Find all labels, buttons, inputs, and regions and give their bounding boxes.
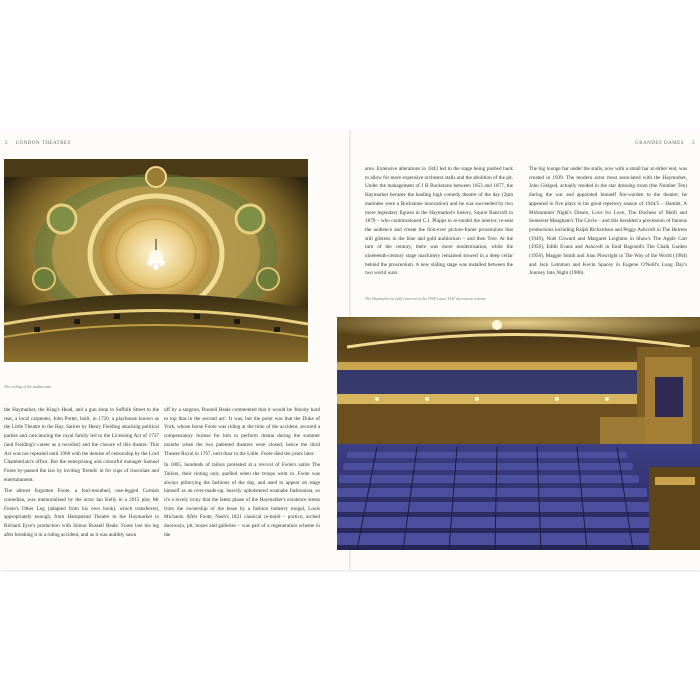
book-spread bbox=[0, 130, 700, 570]
paragraph: area. Extensive alterations in 1843 led to the stage being pushed back to allow for more expensive orchestra stalls and the abolition of the pit. Under the management of J B Buckstone between 1853 and 1877, the Haymarket became the leading high comedy theatre of the day (2pm matinées were a Buckstone innovation) and he was succeeded by two more legendary figures in the Haymarket's history, Squire Bancroft in 1879 – who commissioned C.J. Phipps to re-model the interior, re-seat the audience and create the first-ever picture-frame proscenium that still glistens in the blue and gold auditorium – and then Tree. At the turn of the century, there was more modernisation, while the nineteenth-century stage machinery remained stowed in a deep cellar behind the proscenium. A new sliding stage was installed between the two world wars. bbox=[365, 166, 513, 277]
right-running-title: GRANDES DAMES bbox=[635, 141, 684, 146]
auditorium-image bbox=[337, 317, 700, 550]
ceiling-image bbox=[4, 159, 308, 362]
right-page-column-2 bbox=[529, 165, 687, 281]
right-page-number: 3 bbox=[692, 141, 695, 146]
left-page-column-1 bbox=[4, 406, 159, 543]
left-page bbox=[0, 130, 349, 570]
left-running-title: LONDON THEATRES bbox=[16, 141, 71, 146]
paragraph: The big lounge bar under the stalls, now with a small bar at either end, was created in 1939. The modern actor most associated with the Haymarket, John Gielgud, actually resided in the star dressing room (the Number Ten) during the war and appointed himself fire-warden to the theatre; he appeared in five plays in his great repertory season of 1944/5 – Hamlet, A Midsummer Night's Dream, Love for Love, The Duchess of Malfi and Somerset Maugham's The Circle – and this heralded a procession of famous productions including Ralph Richardson and Peggy Ashcroft in The Heiress (1949), Noël Coward and Margaret Leighton in Shaw's The Apple Cart (1956), Edith Evans and Ashcroft in Enid Bagnold's The Chalk Garden (1956), Maggie Smith and Joan Plowright in The Way of the World (1984) and Jack Lemmon and Kevin Spacey in Eugene O'Neill's Long Day's Journey Into Night (1986). bbox=[529, 166, 687, 277]
left-running-head bbox=[5, 141, 71, 146]
right-page-column-1 bbox=[365, 165, 513, 281]
auditorium-caption: The Haymarket as fully restored in the 1994 Lucas 'D.K' decorative scheme bbox=[365, 296, 486, 301]
ceiling-caption: The ceiling of the auditorium bbox=[4, 384, 51, 389]
paragraph: In 1805, hundreds of tailors protested at a revival of Foote's satire The Tailors, their rioting only quelled when the troops went in. Foote was always pillorying the fashions of the day, and used to appear on stage himself as an over-made-up, heavily upholstered wannabe fashionista, so it's a lovely irony that the latest phase of the Haymarket's existence stems from the ownership of the lease by a fashion industry mogul, Louis Michaels. After Foote, Nash's 1821 classical re-build – portico, arched doorways, pit, boxes and galleries – was part of a regeneration scheme in the bbox=[164, 462, 320, 538]
auditorium-photo bbox=[337, 317, 700, 550]
paragraph: off by a surgeon, Russell Beale commented that it would be 'bloody hard to top that in the second act'. It was, but the point was that the Duke of York, whose horse Foote was riding at the time of the accident, secured a compensatory license for him to perform drama during the summer months when the two patented theatres were closed; hence the third Theatre Royal in 1767, next door to the Little. Foote died ten years later. bbox=[164, 407, 320, 457]
left-page-column-2 bbox=[164, 406, 320, 543]
left-page-number: 2 bbox=[5, 141, 8, 146]
right-running-head bbox=[635, 141, 695, 146]
paragraph: the Haymarket, the King's Head, and a gun shop in Suffolk Street to the rear, a local carpenter, John Potter, built, in 1720, a playhouse known as the Little Theatre in the Hay. Satires by Henry Fielding attacking political parties and caricaturing the royal family led to the Licensing Act of 1737 (and Fielding's career as a novelist) and the closure of this theatre. This Act was not repealed until 1968 with the demise of censorship by the Lord Chamberlain's office. But the enterprising and colourful manager Samuel Foote by-passed the law by inviting 'friends' in for cups of chocolate and entertainment. bbox=[4, 407, 159, 483]
ceiling-photo bbox=[4, 159, 308, 362]
right-page bbox=[351, 130, 700, 570]
paragraph: The almost forgotten Foote, a foul-mouthed, one-legged Cornish comedian, was memorialised by the actor Ian Kelly in a 2015 play Mr Foote's Other Leg (adapted from his own book), which transferred, appropriately enough, from Hampstead Theatre to the Haymarket in Richard Eyre's production with Simon Russell Beale. Foote lost his leg after breaking it in a riding accident, and as it was audibly sawn bbox=[4, 488, 159, 538]
